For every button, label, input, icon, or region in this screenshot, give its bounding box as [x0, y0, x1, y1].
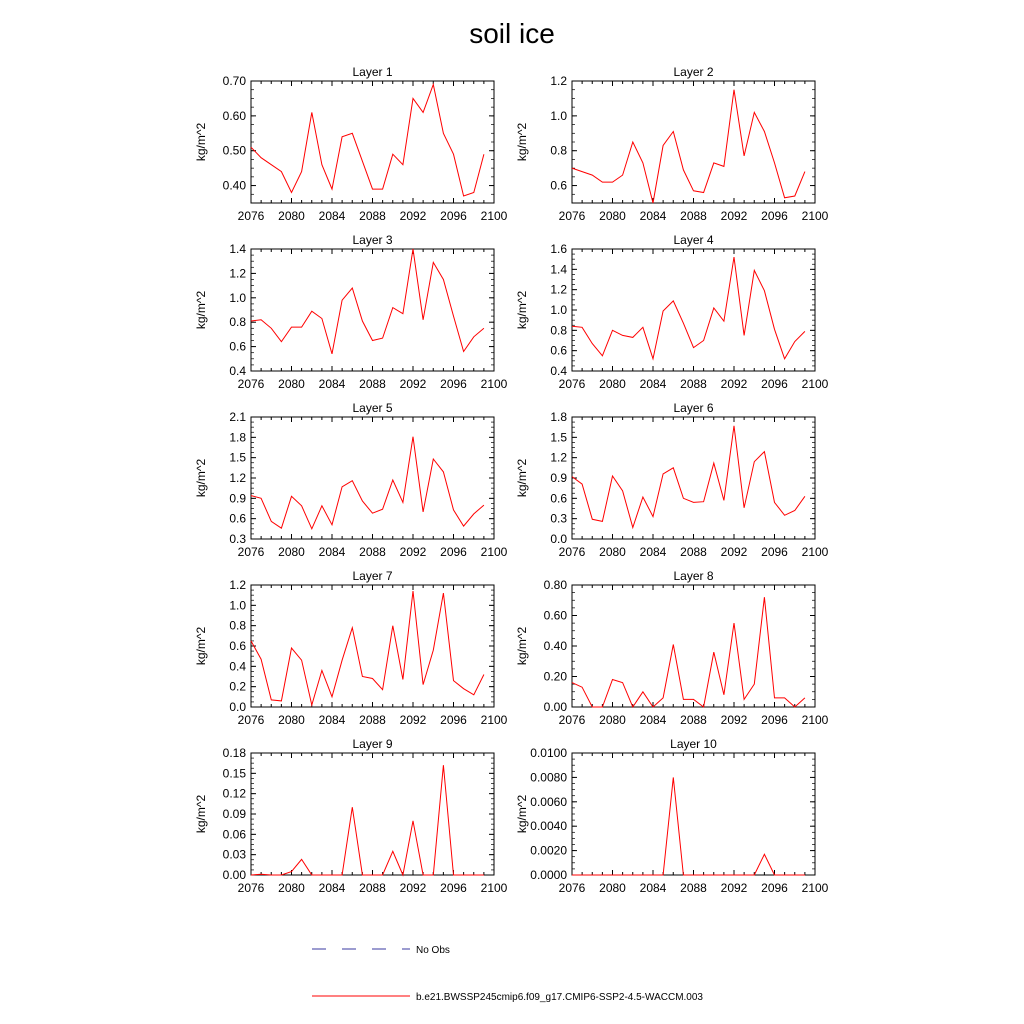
y-tick-label: 0.80: [543, 578, 567, 592]
x-tick-label: 2076: [237, 713, 265, 727]
plot-frame: [572, 585, 815, 707]
x-tick-label: 2096: [761, 545, 788, 559]
plot-frame: [251, 753, 494, 875]
x-tick-label: 2096: [440, 377, 467, 391]
x-tick-label: 2096: [761, 209, 788, 223]
x-tick-label: 2092: [720, 545, 748, 559]
y-tick-label: 0.0020: [530, 843, 567, 858]
x-tick-label: 2080: [278, 881, 305, 895]
x-tick-label: 2084: [639, 209, 667, 223]
y-tick-label: 0.3: [550, 511, 567, 526]
legend-obs-label: No Obs: [416, 945, 450, 956]
y-tick-label: 1.2: [550, 282, 567, 297]
x-tick-label: 2088: [680, 713, 707, 727]
x-tick-label: 2080: [599, 209, 626, 223]
y-tick-label: 0.50: [222, 143, 246, 158]
y-tick-label: 0.0040: [530, 819, 567, 834]
series-line: [251, 765, 484, 875]
y-axis-label: kg/m^2: [515, 626, 529, 666]
y-tick-label: 0.60: [543, 608, 567, 623]
x-tick-label: 2084: [639, 881, 667, 895]
x-tick-label: 2096: [440, 209, 467, 223]
y-axis-label: kg/m^2: [194, 794, 208, 834]
x-tick-label: 2076: [558, 881, 586, 895]
series-line: [572, 426, 805, 528]
y-tick-label: 0.0080: [530, 770, 567, 785]
panels: [194, 65, 829, 895]
x-tick-label: 2080: [278, 377, 305, 391]
x-tick-label: 2100: [480, 545, 508, 559]
y-tick-label: 1.5: [550, 430, 567, 445]
y-tick-label: 0.9: [550, 471, 567, 485]
y-axis-label: kg/m^2: [515, 122, 529, 162]
y-tick-label: 1.2: [550, 74, 567, 88]
series-line: [572, 777, 805, 875]
y-axis-label: kg/m^2: [194, 626, 208, 666]
y-axis-label: kg/m^2: [194, 122, 208, 162]
y-tick-label: 0.6: [550, 343, 567, 358]
y-tick-label: 0.8: [550, 143, 567, 158]
y-tick-label: 1.2: [229, 471, 246, 485]
x-tick-label: 2100: [480, 209, 508, 223]
y-tick-label: 1.8: [229, 430, 246, 445]
x-tick-label: 2088: [359, 713, 386, 727]
x-tick-label: 2096: [440, 545, 467, 559]
x-tick-label: 2100: [801, 209, 829, 223]
x-tick-label: 2096: [440, 713, 467, 727]
plot-frame: [572, 417, 815, 539]
x-tick-label: 2100: [480, 881, 508, 895]
panel-layer-5: [194, 401, 508, 559]
x-tick-label: 2076: [237, 881, 265, 895]
y-tick-label: 1.2: [229, 578, 246, 592]
x-tick-label: 2096: [761, 377, 788, 391]
x-tick-label: 2088: [680, 209, 707, 223]
panel-layer-3: [194, 233, 508, 391]
legend: [312, 945, 703, 1003]
x-tick-label: 2092: [399, 545, 427, 559]
y-tick-label: 0.9: [229, 491, 246, 506]
y-axis-label: kg/m^2: [515, 458, 529, 498]
x-tick-label: 2092: [399, 881, 427, 895]
x-tick-label: 2100: [801, 881, 829, 895]
x-tick-label: 2080: [599, 881, 626, 895]
panel-title: Layer 4: [673, 233, 714, 247]
y-tick-label: 0.8: [550, 323, 567, 338]
x-tick-label: 2084: [639, 713, 667, 727]
y-axis-label: kg/m^2: [515, 290, 529, 330]
x-tick-label: 2088: [359, 881, 386, 895]
panel-layer-8: [515, 569, 829, 727]
plot-frame: [572, 81, 815, 203]
y-tick-label: 0.4: [550, 364, 567, 378]
x-tick-label: 2084: [639, 545, 667, 559]
series-line: [251, 437, 484, 529]
y-tick-label: 0.4: [229, 364, 246, 378]
panel-layer-2: [515, 65, 829, 223]
panel-title: Layer 10: [670, 737, 717, 751]
y-tick-label: 0.6: [550, 491, 567, 506]
y-tick-label: 1.4: [550, 262, 567, 277]
x-tick-label: 2084: [639, 377, 667, 391]
y-tick-label: 0.09: [222, 807, 246, 821]
y-tick-label: 1.0: [550, 108, 567, 123]
series-line: [572, 257, 805, 359]
x-tick-label: 2092: [720, 377, 748, 391]
panel-layer-6: [515, 401, 829, 559]
panel-layer-10: [515, 737, 829, 895]
x-tick-label: 2080: [599, 713, 626, 727]
x-tick-label: 2084: [318, 209, 346, 223]
y-tick-label: 1.8: [550, 410, 567, 424]
x-tick-label: 2088: [359, 209, 386, 223]
x-tick-label: 2076: [237, 377, 265, 391]
y-tick-label: 0.0100: [530, 746, 567, 760]
x-tick-label: 2100: [801, 377, 829, 391]
y-tick-label: 0.03: [222, 847, 246, 862]
y-tick-label: 1.0: [229, 598, 246, 613]
x-tick-label: 2088: [680, 377, 707, 391]
y-tick-label: 1.6: [550, 242, 567, 256]
x-tick-label: 2076: [558, 713, 586, 727]
x-tick-label: 2076: [237, 209, 265, 223]
y-tick-label: 0.6: [229, 339, 246, 354]
x-tick-label: 2088: [680, 545, 707, 559]
y-tick-label: 0.0: [550, 532, 567, 546]
y-tick-label: 0.40: [543, 639, 567, 653]
y-tick-label: 1.2: [229, 266, 246, 281]
x-tick-label: 2084: [318, 881, 346, 895]
y-tick-label: 2.1: [229, 410, 246, 424]
x-tick-label: 2076: [558, 377, 586, 391]
x-tick-label: 2092: [399, 209, 427, 223]
x-tick-label: 2092: [399, 377, 427, 391]
y-tick-label: 1.0: [550, 303, 567, 317]
x-tick-label: 2092: [720, 713, 748, 727]
y-tick-label: 0.40: [222, 178, 246, 193]
panel-layer-4: [515, 233, 829, 391]
series-line: [572, 90, 805, 203]
x-tick-label: 2088: [359, 545, 386, 559]
y-tick-label: 0.18: [222, 746, 246, 760]
y-tick-label: 0.2: [229, 679, 246, 694]
series-line: [251, 85, 484, 197]
y-tick-label: 1.4: [229, 242, 246, 256]
panel-title: Layer 7: [352, 569, 393, 583]
y-tick-label: 0.20: [543, 669, 567, 684]
panel-title: Layer 6: [673, 401, 714, 415]
x-tick-label: 2088: [359, 377, 386, 391]
x-tick-label: 2076: [558, 545, 586, 559]
y-tick-label: 0.70: [222, 74, 246, 88]
plot-frame: [251, 585, 494, 707]
panel-layer-9: [194, 737, 508, 895]
plot-frame: [572, 249, 815, 371]
x-tick-label: 2092: [399, 713, 427, 727]
y-tick-label: 0.4: [229, 659, 246, 674]
plot-frame: [251, 249, 494, 371]
x-tick-label: 2100: [480, 713, 508, 727]
y-tick-label: 1.5: [229, 450, 246, 465]
x-tick-label: 2100: [801, 713, 829, 727]
panel-title: Layer 5: [352, 401, 393, 415]
x-tick-label: 2096: [761, 713, 788, 727]
x-tick-label: 2080: [278, 545, 305, 559]
y-tick-label: 0.8: [229, 315, 246, 330]
y-tick-label: 0.3: [229, 532, 246, 546]
y-tick-label: 1.2: [550, 450, 567, 465]
x-tick-label: 2100: [480, 377, 508, 391]
x-tick-label: 2092: [720, 209, 748, 223]
x-tick-label: 2088: [680, 881, 707, 895]
y-axis-label: kg/m^2: [194, 290, 208, 330]
x-tick-label: 2096: [440, 881, 467, 895]
x-tick-label: 2084: [318, 545, 346, 559]
panel-layer-7: [194, 569, 508, 727]
x-tick-label: 2080: [278, 209, 305, 223]
y-tick-label: 0.60: [222, 108, 246, 123]
y-tick-label: 0.0: [229, 700, 246, 714]
panel-title: Layer 8: [673, 569, 714, 583]
y-tick-label: 1.0: [229, 290, 246, 305]
panel-title: Layer 9: [352, 737, 393, 751]
y-tick-label: 0.12: [222, 786, 246, 801]
x-tick-label: 2100: [801, 545, 829, 559]
x-tick-label: 2076: [558, 209, 586, 223]
y-tick-label: 0.6: [550, 178, 567, 193]
figure-title: soil ice: [469, 18, 555, 49]
y-tick-label: 0.6: [229, 511, 246, 526]
plot-frame: [572, 753, 815, 875]
x-tick-label: 2092: [720, 881, 748, 895]
y-tick-label: 0.00: [543, 700, 567, 714]
x-tick-label: 2080: [599, 377, 626, 391]
x-tick-label: 2080: [278, 713, 305, 727]
panel-title: Layer 2: [673, 65, 714, 79]
y-tick-label: 0.0060: [530, 794, 567, 809]
y-tick-label: 0.6: [229, 639, 246, 653]
legend-model-label: b.e21.BWSSP245cmip6.f09_g17.CMIP6-SSP2-4.5-WACCM.003: [416, 992, 703, 1003]
y-tick-label: 0.8: [229, 618, 246, 633]
x-tick-label: 2084: [318, 713, 346, 727]
series-line: [251, 591, 484, 705]
x-tick-label: 2080: [599, 545, 626, 559]
plot-frame: [251, 417, 494, 539]
x-tick-label: 2096: [761, 881, 788, 895]
y-tick-label: 0.06: [222, 827, 246, 842]
y-tick-label: 0.0000: [530, 868, 567, 882]
y-axis-label: kg/m^2: [194, 458, 208, 498]
panel-layer-1: [194, 65, 508, 223]
x-tick-label: 2084: [318, 377, 346, 391]
series-line: [251, 249, 484, 354]
series-line: [572, 597, 805, 707]
y-axis-label: kg/m^2: [515, 794, 529, 834]
panel-title: Layer 3: [352, 233, 393, 247]
x-tick-label: 2076: [237, 545, 265, 559]
panel-title: Layer 1: [352, 65, 393, 79]
y-tick-label: 0.00: [222, 868, 246, 882]
y-tick-label: 0.15: [222, 766, 246, 781]
